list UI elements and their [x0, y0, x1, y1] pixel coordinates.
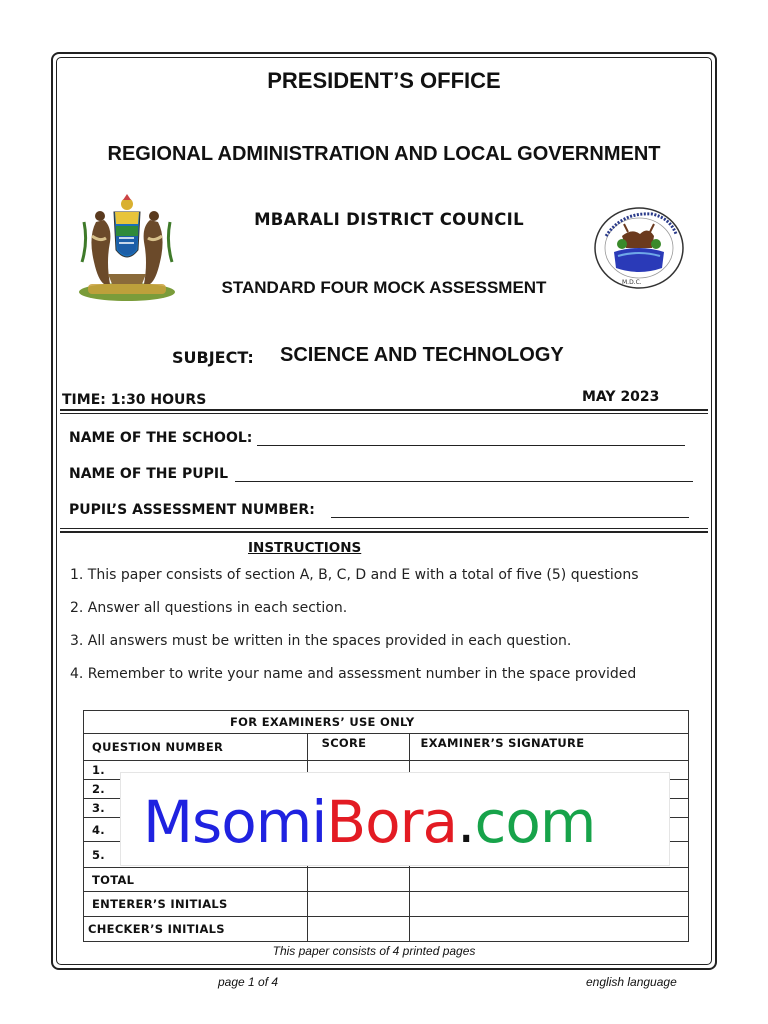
exam-time: TIME: 1:30 HOURS — [62, 392, 207, 408]
score-cell[interactable] — [307, 868, 410, 892]
table-row: 1. — [84, 761, 308, 780]
printed-pages-note: This paper consists of 4 printed pages — [272, 944, 476, 958]
instruction-item: 4. Remember to write your name and assessment number in the space provided — [70, 666, 637, 682]
initials-cell[interactable] — [410, 892, 689, 917]
divider-top — [60, 409, 708, 411]
enterer-initials-label: ENTERER’S INITIALS — [84, 892, 308, 917]
subject-value: SCIENCE AND TECHNOLOGY — [280, 344, 564, 366]
assessment-number-line[interactable] — [331, 503, 689, 518]
subject-label: SUBJECT: — [172, 348, 254, 367]
watermark-part-msomi: Msomi — [143, 788, 327, 856]
page-number: page 1 of 4 — [218, 975, 279, 989]
table-row: 5. — [84, 842, 308, 868]
divider-mid-thin — [60, 528, 708, 529]
header-score: SCORE — [307, 734, 410, 761]
school-field-line[interactable] — [257, 431, 685, 446]
watermark-dot: . — [457, 788, 475, 856]
signature-cell[interactable] — [410, 868, 689, 892]
watermark-text — [143, 788, 596, 856]
watermark-part-bora: Bora — [326, 788, 458, 856]
initials-cell[interactable] — [410, 917, 689, 942]
instructions-title: INSTRUCTIONS — [248, 540, 362, 556]
instruction-item: 1. This paper consists of section A, B, C, D and E with a total of five (5) questions — [70, 567, 639, 583]
examiners-table-title: FOR EXAMINERS’ USE ONLY — [84, 711, 689, 734]
header-question-number: QUESTION NUMBER — [84, 734, 308, 761]
document-language: english language — [586, 975, 677, 989]
exam-date: MAY 2023 — [582, 389, 660, 405]
office-title: PRESIDENT’S OFFICE — [267, 68, 501, 93]
exam-title: STANDARD FOUR MOCK ASSESSMENT — [221, 278, 547, 297]
table-row: 3. — [84, 799, 308, 818]
initials-cell[interactable] — [307, 892, 410, 917]
initials-cell[interactable] — [307, 917, 410, 942]
watermark-part-com: com — [474, 788, 596, 856]
total-row-label: TOTAL — [84, 868, 308, 892]
region-title: REGIONAL ADMINISTRATION AND LOCAL GOVERNMENT — [107, 143, 661, 165]
pupil-field-label: NAME OF THE PUPIL — [69, 466, 228, 482]
table-row: 4. — [84, 818, 308, 842]
msomibora-watermark — [120, 772, 670, 866]
header-examiner-signature: EXAMINER’S SIGNATURE — [410, 734, 689, 761]
divider-top-thin — [60, 413, 708, 414]
instruction-item: 3. All answers must be written in the spaces provided in each question. — [70, 633, 572, 649]
table-row: 2. — [84, 780, 308, 799]
assessment-number-label: PUPIL’S ASSESSMENT NUMBER: — [69, 502, 315, 518]
divider-mid — [60, 531, 708, 533]
pupil-field-line[interactable] — [235, 467, 693, 482]
seal-caption: M.D.C. — [622, 279, 642, 286]
checker-initials-label: CHECKER’S INITIALS — [84, 917, 308, 942]
instruction-item: 2. Answer all questions in each section. — [70, 600, 348, 616]
council-title: MBARALI DISTRICT COUNCIL — [254, 210, 524, 229]
school-field-label: NAME OF THE SCHOOL: — [69, 430, 253, 446]
